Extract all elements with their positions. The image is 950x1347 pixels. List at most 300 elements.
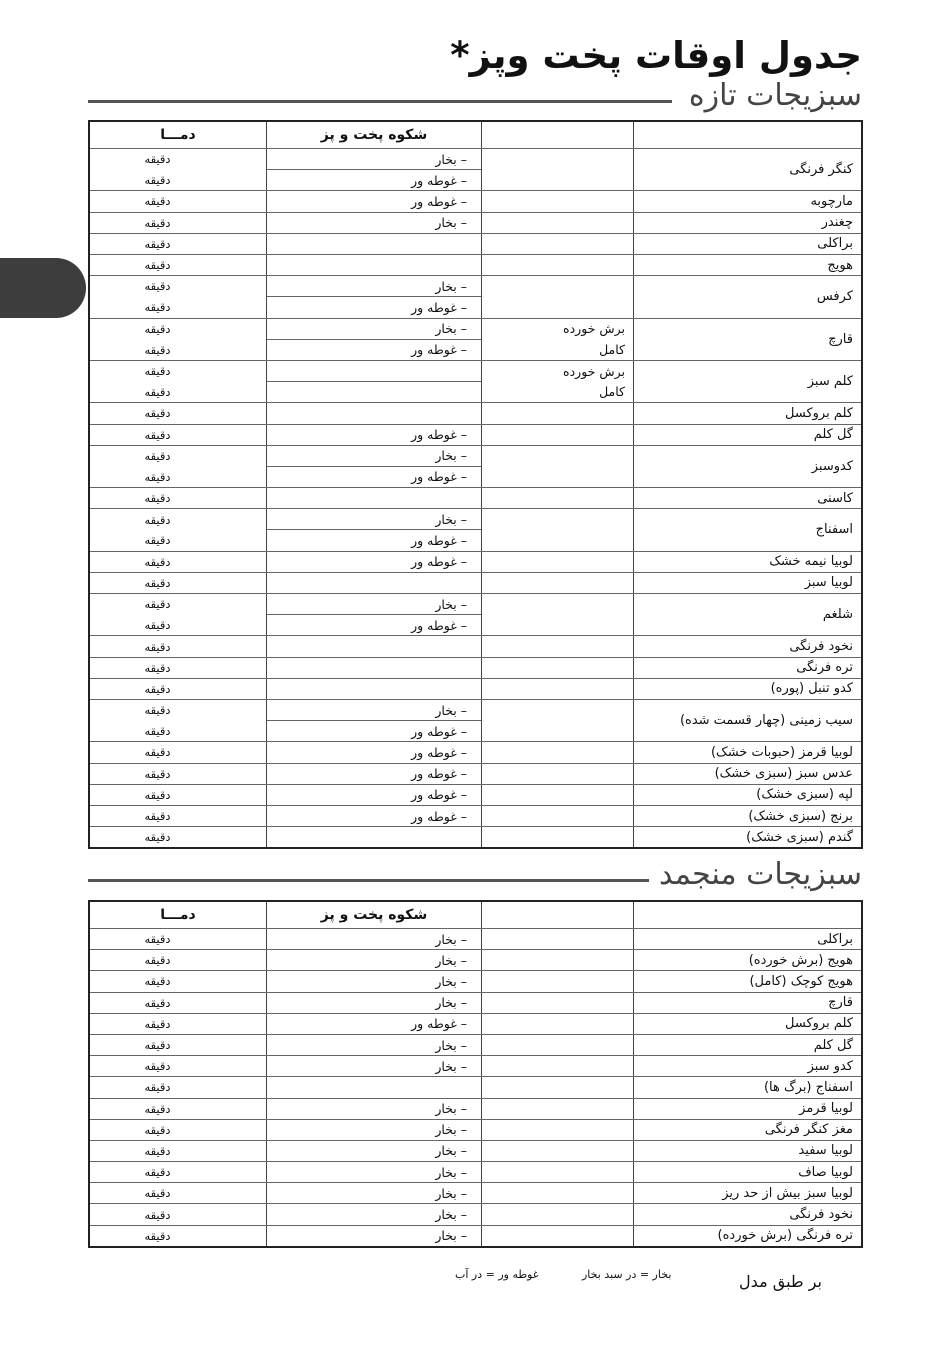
time-unit: دقیقه xyxy=(144,724,171,739)
table-row xyxy=(90,254,861,275)
vegetable-name: گندم (سبزی خشک) xyxy=(633,827,861,847)
table-header-row xyxy=(90,902,861,928)
table-row xyxy=(90,763,861,784)
table-row xyxy=(90,1098,861,1119)
method-cell xyxy=(266,213,481,233)
time-cell xyxy=(90,1120,266,1140)
vegetable-name: تره فرنگی xyxy=(633,658,861,678)
table-row xyxy=(90,1182,861,1203)
method-text: – غوطه ور xyxy=(267,529,481,550)
table-row xyxy=(90,805,861,826)
note-text xyxy=(482,488,633,508)
note-cell xyxy=(481,636,633,656)
method-text xyxy=(267,403,481,423)
header-method: شکوه پخت و پز xyxy=(266,122,481,148)
time-cell xyxy=(90,764,266,784)
method-text: – بخار xyxy=(435,702,467,718)
method-text: – بخار xyxy=(435,511,467,527)
method-cell xyxy=(266,742,481,762)
note-cell xyxy=(481,361,633,402)
note-text xyxy=(482,764,633,784)
method-text: – غوطه ور xyxy=(411,427,467,443)
table-row xyxy=(90,949,861,970)
legend-steam: بخار = در سبد بخار xyxy=(582,1268,672,1281)
method-cell xyxy=(266,1056,481,1076)
time-unit: دقیقه xyxy=(144,660,171,675)
note-text xyxy=(482,403,633,423)
vegetable-name: گل کلم xyxy=(633,1035,861,1055)
time-cell xyxy=(90,425,266,445)
method-text: – غوطه ور xyxy=(411,787,467,803)
time-cell xyxy=(90,191,266,211)
fresh-table-body xyxy=(90,148,861,847)
note-cell xyxy=(481,1099,633,1119)
note-text xyxy=(482,615,633,636)
section-rule xyxy=(88,100,672,103)
time-unit: دقیقه xyxy=(144,830,171,845)
time-cell xyxy=(90,806,266,826)
time-cell xyxy=(90,509,266,550)
method-cell xyxy=(266,488,481,508)
note-text: کامل xyxy=(599,384,625,400)
note-text xyxy=(482,679,633,699)
method-cell xyxy=(266,361,481,402)
note-cell xyxy=(481,509,633,550)
time-unit: دقیقه xyxy=(144,1165,171,1180)
time-unit: دقیقه xyxy=(144,787,171,802)
note-cell xyxy=(481,319,633,360)
vegetable-name: کدوسبز xyxy=(633,446,861,487)
note-text xyxy=(482,191,633,211)
time-cell xyxy=(90,255,266,275)
vegetable-name: لوبیا سبز xyxy=(633,573,861,593)
time-cell xyxy=(90,488,266,508)
header-note-cell xyxy=(481,122,633,148)
time-unit: دقیقه xyxy=(144,745,171,760)
note-text xyxy=(482,552,633,572)
table-row xyxy=(90,572,861,593)
method-text: – بخار xyxy=(435,952,467,968)
table-row xyxy=(90,678,861,699)
method-text: – بخار xyxy=(435,931,467,947)
note-cell xyxy=(481,1141,633,1161)
note-cell xyxy=(481,425,633,445)
vegetable-name: شلغم xyxy=(633,594,861,635)
table-row xyxy=(90,635,861,656)
table-row xyxy=(90,1034,861,1055)
method-cell xyxy=(266,827,481,847)
time-unit: دقیقه xyxy=(144,194,171,209)
note-text xyxy=(482,806,633,826)
time-unit: دقیقه xyxy=(144,1186,171,1201)
note-cell xyxy=(481,1077,633,1097)
vegetable-name: هویج کوچک (کامل) xyxy=(633,971,861,991)
time-unit: دقیقه xyxy=(144,300,171,315)
time-cell xyxy=(90,971,266,991)
vegetable-name: کلم بروکسل xyxy=(633,403,861,423)
note-text xyxy=(482,446,633,467)
note-cell xyxy=(481,594,633,635)
method-text xyxy=(267,1077,481,1097)
time-cell xyxy=(90,149,266,190)
note-text xyxy=(482,276,633,297)
method-text: – بخار xyxy=(435,1143,467,1159)
vegetable-name: قارچ xyxy=(633,319,861,360)
method-cell xyxy=(266,319,481,360)
method-cell xyxy=(266,255,481,275)
time-unit: دقیقه xyxy=(144,384,171,399)
table-row xyxy=(90,1119,861,1140)
method-cell xyxy=(266,552,481,572)
table-row xyxy=(90,992,861,1013)
table-row xyxy=(90,424,861,445)
vegetable-name: کنگر فرنگی xyxy=(633,149,861,190)
time-unit: دقیقه xyxy=(144,1038,171,1053)
method-text: – بخار xyxy=(435,321,467,337)
chapter-tab-marker xyxy=(0,258,86,318)
method-text: – غوطه ور xyxy=(267,720,481,741)
method-text: – غوطه ور xyxy=(411,744,467,760)
note-cell xyxy=(481,950,633,970)
time-cell xyxy=(90,679,266,699)
method-text: – بخار xyxy=(435,1228,467,1244)
time-unit: دقیقه xyxy=(144,173,171,188)
time-cell xyxy=(90,1014,266,1034)
table-row xyxy=(90,360,861,402)
time-cell xyxy=(90,1183,266,1203)
note-cell xyxy=(481,149,633,190)
vegetable-name: مغز کنگر فرنگی xyxy=(633,1120,861,1140)
note-text xyxy=(482,658,633,678)
method-text: – بخار xyxy=(435,596,467,612)
table-row xyxy=(90,275,861,317)
table-row xyxy=(90,1203,861,1224)
vegetable-name: لوبیا نیمه خشک xyxy=(633,552,861,572)
method-text: – غوطه ور xyxy=(411,808,467,824)
header-note-cell xyxy=(481,902,633,928)
note-text xyxy=(482,573,633,593)
method-cell xyxy=(266,1077,481,1097)
note-cell xyxy=(481,806,633,826)
time-cell xyxy=(90,929,266,949)
vegetable-name: هویج (برش خورده) xyxy=(633,950,861,970)
note-cell xyxy=(481,1204,633,1224)
vegetable-name: کلم سبز xyxy=(633,361,861,402)
method-cell xyxy=(266,425,481,445)
note-text: برش خورده xyxy=(563,363,625,379)
time-cell xyxy=(90,594,266,635)
method-cell xyxy=(266,1183,481,1203)
note-text xyxy=(482,785,633,805)
method-text: – غوطه ور xyxy=(267,169,481,190)
time-cell xyxy=(90,636,266,656)
time-unit: دقیقه xyxy=(144,766,171,781)
time-unit: دقیقه xyxy=(144,279,171,294)
time-unit: دقیقه xyxy=(144,703,171,718)
method-cell xyxy=(266,679,481,699)
note-cell xyxy=(481,971,633,991)
note-text xyxy=(482,594,633,615)
note-cell xyxy=(481,255,633,275)
time-unit: دقیقه xyxy=(144,469,171,484)
note-text xyxy=(482,721,633,742)
table-row xyxy=(90,551,861,572)
frozen-vegetables-table xyxy=(88,900,863,1248)
note-text xyxy=(482,530,633,551)
method-cell xyxy=(266,594,481,635)
vegetable-name: کرفس xyxy=(633,276,861,317)
header-name-cell xyxy=(633,122,861,148)
method-cell xyxy=(266,234,481,254)
table-row xyxy=(90,593,861,635)
table-row xyxy=(90,190,861,211)
method-text: – غوطه ور xyxy=(411,554,467,570)
time-unit: دقیقه xyxy=(144,681,171,696)
time-unit: دقیقه xyxy=(144,215,171,230)
time-unit: دقیقه xyxy=(144,974,171,989)
method-text xyxy=(267,636,481,656)
time-cell xyxy=(90,446,266,487)
method-text: – بخار xyxy=(435,1164,467,1180)
vegetable-name: لوبیا صاف xyxy=(633,1162,861,1182)
time-cell xyxy=(90,658,266,678)
method-cell xyxy=(266,785,481,805)
method-text: – بخار xyxy=(435,1122,467,1138)
method-cell xyxy=(266,1035,481,1055)
table-row xyxy=(90,1013,861,1034)
time-cell xyxy=(90,1204,266,1224)
table-row xyxy=(90,402,861,423)
table-row xyxy=(90,508,861,550)
method-text: – غوطه ور xyxy=(267,296,481,317)
method-cell xyxy=(266,1014,481,1034)
method-text: – غوطه ور xyxy=(411,1016,467,1032)
note-cell xyxy=(481,827,633,847)
vegetable-name: تره فرنگی (برش خورده) xyxy=(633,1226,861,1246)
vegetable-name: کدو تنبل (پوره) xyxy=(633,679,861,699)
method-cell xyxy=(266,149,481,190)
method-cell xyxy=(266,700,481,741)
vegetable-name: لوبیا سبز بیش از حد ریز xyxy=(633,1183,861,1203)
time-cell xyxy=(90,361,266,402)
method-cell xyxy=(266,1226,481,1246)
time-unit: دقیقه xyxy=(144,1016,171,1031)
note-cell xyxy=(481,276,633,317)
vegetable-name: مارچوبه xyxy=(633,191,861,211)
time-unit: دقیقه xyxy=(144,342,171,357)
legend-immersed: غوطه ور = در آب xyxy=(455,1268,539,1281)
vegetable-name: اسفناج (برگ ها) xyxy=(633,1077,861,1097)
note-cell xyxy=(481,1162,633,1182)
note-text xyxy=(482,742,633,762)
method-cell xyxy=(266,993,481,1013)
time-cell xyxy=(90,319,266,360)
note-text xyxy=(482,827,633,847)
method-cell xyxy=(266,764,481,784)
time-cell xyxy=(90,234,266,254)
note-cell xyxy=(481,764,633,784)
table-row xyxy=(90,1140,861,1161)
time-unit: دقیقه xyxy=(144,258,171,273)
note-cell xyxy=(481,993,633,1013)
note-cell xyxy=(481,488,633,508)
note-cell xyxy=(481,1183,633,1203)
time-unit: دقیقه xyxy=(144,533,171,548)
table-row xyxy=(90,928,861,949)
note-text xyxy=(482,509,633,530)
table-row xyxy=(90,1161,861,1182)
method-cell xyxy=(266,806,481,826)
note-cell xyxy=(481,1014,633,1034)
method-text: – بخار xyxy=(435,1058,467,1074)
fresh-section-header xyxy=(88,78,862,118)
table-row xyxy=(90,970,861,991)
method-text: – بخار xyxy=(435,995,467,1011)
time-unit: دقیقه xyxy=(144,406,171,421)
model-note: بر طبق مدل xyxy=(739,1272,822,1291)
note-text: برش خورده xyxy=(563,321,625,337)
time-cell xyxy=(90,950,266,970)
method-text: – بخار xyxy=(435,215,467,231)
note-text xyxy=(482,466,633,487)
fresh-section-title: سبزیجات تازه xyxy=(679,78,862,114)
method-text: – بخار xyxy=(435,1037,467,1053)
method-cell xyxy=(266,509,481,550)
frozen-table-body xyxy=(90,928,861,1246)
method-text: – بخار xyxy=(435,151,467,167)
time-unit: دقیقه xyxy=(144,321,171,336)
time-unit: دقیقه xyxy=(144,1122,171,1137)
vegetable-name: قارچ xyxy=(633,993,861,1013)
method-text: – غوطه ور xyxy=(267,614,481,635)
method-text xyxy=(267,679,481,699)
time-unit: دقیقه xyxy=(144,236,171,251)
note-cell xyxy=(481,403,633,423)
table-row xyxy=(90,318,861,360)
table-row xyxy=(90,212,861,233)
table-row xyxy=(90,1225,861,1246)
table-row xyxy=(90,826,861,847)
table-row xyxy=(90,487,861,508)
time-unit: دقیقه xyxy=(144,1207,171,1222)
vegetable-name: کدو سبز xyxy=(633,1056,861,1076)
note-text xyxy=(482,700,633,721)
method-text xyxy=(267,361,481,381)
time-cell xyxy=(90,1035,266,1055)
method-cell xyxy=(266,1120,481,1140)
time-unit: دقیقه xyxy=(144,995,171,1010)
method-cell xyxy=(266,950,481,970)
vegetable-name: چغندر xyxy=(633,213,861,233)
time-cell xyxy=(90,1162,266,1182)
table-row xyxy=(90,233,861,254)
note-text: کامل xyxy=(599,342,625,358)
time-cell xyxy=(90,1056,266,1076)
method-text: – غوطه ور xyxy=(411,193,467,209)
method-text: – بخار xyxy=(435,973,467,989)
vegetable-name: کلم بروکسل xyxy=(633,1014,861,1034)
note-text xyxy=(482,170,633,191)
method-cell xyxy=(266,1204,481,1224)
method-text xyxy=(267,255,481,275)
header-name-cell xyxy=(633,902,861,928)
page-title: جدول اوقات پخت وپز* xyxy=(450,34,862,77)
time-cell xyxy=(90,785,266,805)
time-cell xyxy=(90,552,266,572)
frozen-section-header xyxy=(88,857,862,897)
time-unit: دقیقه xyxy=(144,1101,171,1116)
table-row xyxy=(90,699,861,741)
method-text: – بخار xyxy=(435,1101,467,1117)
header-method: شکوه پخت و پز xyxy=(266,902,481,928)
fresh-vegetables-table xyxy=(88,120,863,849)
time-cell xyxy=(90,1226,266,1246)
note-cell xyxy=(481,234,633,254)
time-unit: دقیقه xyxy=(144,491,171,506)
table-row xyxy=(90,445,861,487)
method-cell xyxy=(266,573,481,593)
time-unit: دقیقه xyxy=(144,1143,171,1158)
method-cell xyxy=(266,971,481,991)
time-cell xyxy=(90,993,266,1013)
method-text xyxy=(267,488,481,508)
method-cell xyxy=(266,191,481,211)
method-text xyxy=(267,234,481,254)
time-unit: دقیقه xyxy=(144,953,171,968)
section-rule xyxy=(88,879,672,882)
time-unit: دقیقه xyxy=(144,512,171,527)
note-cell xyxy=(481,742,633,762)
time-unit: دقیقه xyxy=(144,618,171,633)
time-cell xyxy=(90,827,266,847)
method-text: – بخار xyxy=(435,1185,467,1201)
note-cell xyxy=(481,1056,633,1076)
time-unit: دقیقه xyxy=(144,639,171,654)
table-row xyxy=(90,1076,861,1097)
time-cell xyxy=(90,1077,266,1097)
method-cell xyxy=(266,276,481,317)
vegetable-name: گل کلم xyxy=(633,425,861,445)
table-row xyxy=(90,148,861,190)
method-cell xyxy=(266,636,481,656)
note-cell xyxy=(481,700,633,741)
method-cell xyxy=(266,1099,481,1119)
method-cell xyxy=(266,929,481,949)
note-text xyxy=(482,636,633,656)
time-cell xyxy=(90,742,266,762)
time-cell xyxy=(90,1099,266,1119)
time-cell xyxy=(90,573,266,593)
vegetable-name: براکلی xyxy=(633,234,861,254)
time-unit: دقیقه xyxy=(144,1080,171,1095)
time-unit: دقیقه xyxy=(144,597,171,612)
method-text xyxy=(267,381,481,402)
header-temp: دمـــا xyxy=(160,127,196,143)
vegetable-name: سیب زمینی (چهار قسمت شده) xyxy=(633,700,861,741)
table-row xyxy=(90,1055,861,1076)
method-text xyxy=(267,658,481,678)
method-cell xyxy=(266,446,481,487)
time-unit: دقیقه xyxy=(144,152,171,167)
time-unit: دقیقه xyxy=(144,1228,171,1243)
note-text xyxy=(482,255,633,275)
note-cell xyxy=(481,1120,633,1140)
method-text: – بخار xyxy=(435,1207,467,1223)
note-text xyxy=(482,213,633,233)
time-cell xyxy=(90,276,266,317)
vegetable-name: کاسنی xyxy=(633,488,861,508)
note-text xyxy=(482,425,633,445)
